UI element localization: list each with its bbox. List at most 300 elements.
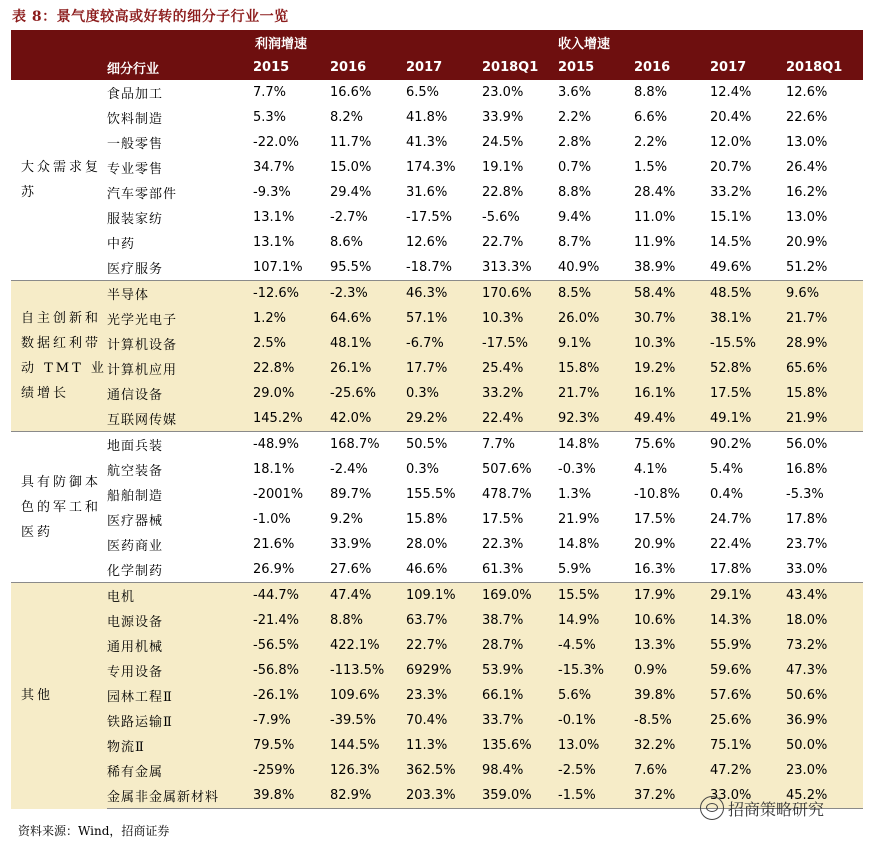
value-cell: 507.6% <box>482 457 558 482</box>
value-cell: 40.9% <box>558 255 634 281</box>
value-cell: 19.1% <box>482 155 558 180</box>
value-cell: 36.9% <box>786 708 863 733</box>
value-cell: 22.7% <box>406 633 482 658</box>
value-cell: 7.7% <box>482 432 558 458</box>
table-row <box>11 633 863 658</box>
value-cell: -2.5% <box>558 758 634 783</box>
value-cell: -259% <box>253 758 330 783</box>
value-cell: -17.5% <box>482 331 558 356</box>
value-cell: 29.0% <box>253 381 330 406</box>
value-cell: 70.4% <box>406 708 482 733</box>
value-cell: 362.5% <box>406 758 482 783</box>
year-header: 2018Q1 <box>482 55 558 80</box>
value-cell: 11.3% <box>406 733 482 758</box>
value-cell: 8.6% <box>330 230 406 255</box>
value-cell: 15.8% <box>558 356 634 381</box>
value-cell: 21.6% <box>253 532 330 557</box>
industry-name: 饮料制造 <box>107 105 253 130</box>
value-cell: 14.5% <box>710 230 786 255</box>
value-cell: 5.4% <box>710 457 786 482</box>
value-cell: -113.5% <box>330 658 406 683</box>
value-cell: 17.8% <box>710 557 786 583</box>
industry-name: 通用机械 <box>107 633 253 658</box>
value-cell: -56.8% <box>253 658 330 683</box>
value-cell: -0.1% <box>558 708 634 733</box>
value-cell: 57.1% <box>406 306 482 331</box>
value-cell: 10.3% <box>482 306 558 331</box>
group-label: 具有防御本色的军工和医药 <box>11 432 107 583</box>
value-cell: 155.5% <box>406 482 482 507</box>
value-cell: -1.0% <box>253 507 330 532</box>
value-cell: 3.6% <box>558 80 634 105</box>
value-cell: 9.1% <box>558 331 634 356</box>
value-cell: 21.9% <box>558 507 634 532</box>
value-cell: 5.3% <box>253 105 330 130</box>
value-cell: 20.7% <box>710 155 786 180</box>
value-cell: 145.2% <box>253 406 330 432</box>
table-row <box>11 583 863 609</box>
industry-name: 化学制药 <box>107 557 253 583</box>
industry-column-header: 细分行业 <box>107 62 160 77</box>
industry-name: 汽车零部件 <box>107 180 253 205</box>
value-cell: 73.2% <box>786 633 863 658</box>
value-cell: 107.1% <box>253 255 330 281</box>
value-cell: 8.7% <box>558 230 634 255</box>
year-header: 2016 <box>634 55 710 80</box>
value-cell: 22.3% <box>482 532 558 557</box>
table-row <box>11 507 863 532</box>
value-cell: -22.0% <box>253 130 330 155</box>
value-cell: 28.7% <box>482 633 558 658</box>
value-cell: 13.0% <box>558 733 634 758</box>
value-cell: 29.2% <box>406 406 482 432</box>
table-row <box>11 557 863 583</box>
value-cell: 4.1% <box>634 457 710 482</box>
value-cell: 21.7% <box>558 381 634 406</box>
table-title: 表 8：景气度较高或好转的细分子行业一览 <box>12 9 289 25</box>
value-cell: 39.8% <box>634 683 710 708</box>
value-cell: 25.4% <box>482 356 558 381</box>
value-cell: 41.3% <box>406 130 482 155</box>
industry-name: 中药 <box>107 230 253 255</box>
value-cell: 16.8% <box>786 457 863 482</box>
value-cell: 17.9% <box>634 583 710 609</box>
group-label: 其他 <box>11 583 107 809</box>
source-note: 资料来源：Wind，招商证券 <box>18 824 170 838</box>
table-row <box>11 205 863 230</box>
value-cell: 38.7% <box>482 608 558 633</box>
value-cell: 0.9% <box>634 658 710 683</box>
value-cell: 24.7% <box>710 507 786 532</box>
value-cell: 17.5% <box>482 507 558 532</box>
value-cell: 75.1% <box>710 733 786 758</box>
value-cell: 46.6% <box>406 557 482 583</box>
value-cell: 10.3% <box>634 331 710 356</box>
year-header: 2017 <box>406 55 482 80</box>
value-cell: -15.3% <box>558 658 634 683</box>
value-cell: 29.1% <box>710 583 786 609</box>
value-cell: 58.4% <box>634 281 710 307</box>
industry-name: 物流Ⅱ <box>107 733 253 758</box>
value-cell: -26.1% <box>253 683 330 708</box>
value-cell: 13.3% <box>634 633 710 658</box>
value-cell: 22.8% <box>482 180 558 205</box>
value-cell: 33.0% <box>710 783 786 809</box>
value-cell: 1.3% <box>558 482 634 507</box>
value-cell: 52.8% <box>710 356 786 381</box>
value-cell: 33.9% <box>482 105 558 130</box>
header-row-groups <box>11 30 863 55</box>
table-row <box>11 658 863 683</box>
industry-name: 船舶制造 <box>107 482 253 507</box>
value-cell: 8.5% <box>558 281 634 307</box>
year-header: 2018Q1 <box>786 55 863 80</box>
value-cell: 66.1% <box>482 683 558 708</box>
value-cell: 16.6% <box>330 80 406 105</box>
table-row <box>11 381 863 406</box>
value-cell: 8.8% <box>330 608 406 633</box>
value-cell: -12.6% <box>253 281 330 307</box>
profit-growth-header: 利润增速 <box>255 37 308 52</box>
value-cell: 7.7% <box>253 80 330 105</box>
value-cell: -7.9% <box>253 708 330 733</box>
value-cell: 16.3% <box>634 557 710 583</box>
value-cell: 82.9% <box>330 783 406 809</box>
value-cell: -2001% <box>253 482 330 507</box>
value-cell: -0.3% <box>558 457 634 482</box>
industry-name: 服装家纺 <box>107 205 253 230</box>
header-row-years <box>11 55 863 80</box>
table-row <box>11 130 863 155</box>
value-cell: 144.5% <box>330 733 406 758</box>
value-cell: 49.6% <box>710 255 786 281</box>
table-row <box>11 608 863 633</box>
value-cell: -4.5% <box>558 633 634 658</box>
value-cell: 33.2% <box>710 180 786 205</box>
industry-name: 金属非金属新材料 <box>107 783 253 809</box>
value-cell: 135.6% <box>482 733 558 758</box>
value-cell: -39.5% <box>330 708 406 733</box>
value-cell: -17.5% <box>406 205 482 230</box>
value-cell: -5.3% <box>786 482 863 507</box>
table-row <box>11 255 863 281</box>
value-cell: 75.6% <box>634 432 710 458</box>
industry-name: 园林工程Ⅱ <box>107 683 253 708</box>
industry-name: 计算机设备 <box>107 331 253 356</box>
year-header: 2016 <box>330 55 406 80</box>
value-cell: 21.7% <box>786 306 863 331</box>
table-row <box>11 80 863 105</box>
value-cell: 422.1% <box>330 633 406 658</box>
group-label: 自主创新和数据红利带动 TMT 业绩增长 <box>11 281 107 432</box>
value-cell: 17.5% <box>710 381 786 406</box>
value-cell: 13.1% <box>253 230 330 255</box>
value-cell: 15.8% <box>406 507 482 532</box>
value-cell: 51.2% <box>786 255 863 281</box>
value-cell: 170.6% <box>482 281 558 307</box>
value-cell: 26.9% <box>253 557 330 583</box>
value-cell: -15.5% <box>710 331 786 356</box>
value-cell: 64.6% <box>330 306 406 331</box>
value-cell: 126.3% <box>330 758 406 783</box>
value-cell: 6929% <box>406 658 482 683</box>
value-cell: 174.3% <box>406 155 482 180</box>
value-cell: 55.9% <box>710 633 786 658</box>
value-cell: 10.6% <box>634 608 710 633</box>
table-row <box>11 331 863 356</box>
value-cell: 13.0% <box>786 205 863 230</box>
value-cell: 15.1% <box>710 205 786 230</box>
value-cell: 65.6% <box>786 356 863 381</box>
table-row <box>11 105 863 130</box>
value-cell: 43.4% <box>786 583 863 609</box>
value-cell: 203.3% <box>406 783 482 809</box>
value-cell: -2.3% <box>330 281 406 307</box>
value-cell: -5.6% <box>482 205 558 230</box>
value-cell: 23.3% <box>406 683 482 708</box>
year-header: 2015 <box>253 55 330 80</box>
value-cell: 26.4% <box>786 155 863 180</box>
value-cell: 33.0% <box>786 557 863 583</box>
industry-table <box>11 30 863 809</box>
value-cell: 11.7% <box>330 130 406 155</box>
value-cell: 11.9% <box>634 230 710 255</box>
industry-name: 互联网传媒 <box>107 406 253 432</box>
value-cell: 47.3% <box>786 658 863 683</box>
value-cell: 34.7% <box>253 155 330 180</box>
value-cell: 56.0% <box>786 432 863 458</box>
industry-name: 医疗服务 <box>107 255 253 281</box>
value-cell: 8.8% <box>558 180 634 205</box>
value-cell: 29.4% <box>330 180 406 205</box>
wechat-icon <box>700 796 724 820</box>
value-cell: 33.9% <box>330 532 406 557</box>
industry-name: 电机 <box>107 583 253 609</box>
industry-name: 航空装备 <box>107 457 253 482</box>
value-cell: 22.7% <box>482 230 558 255</box>
value-cell: 61.3% <box>482 557 558 583</box>
value-cell: -10.8% <box>634 482 710 507</box>
industry-name: 医药商业 <box>107 532 253 557</box>
table-row <box>11 155 863 180</box>
value-cell: 0.7% <box>558 155 634 180</box>
value-cell: 22.4% <box>710 532 786 557</box>
revenue-growth-header: 收入增速 <box>558 37 611 52</box>
value-cell: 109.6% <box>330 683 406 708</box>
table-row <box>11 356 863 381</box>
value-cell: 21.9% <box>786 406 863 432</box>
value-cell: 23.0% <box>786 758 863 783</box>
industry-name: 一般零售 <box>107 130 253 155</box>
value-cell: 27.6% <box>330 557 406 583</box>
industry-name: 医疗器械 <box>107 507 253 532</box>
value-cell: 14.8% <box>558 532 634 557</box>
table-row <box>11 482 863 507</box>
industry-name: 通信设备 <box>107 381 253 406</box>
value-cell: -48.9% <box>253 432 330 458</box>
industry-name: 地面兵装 <box>107 432 253 458</box>
value-cell: 90.2% <box>710 432 786 458</box>
industry-name: 专用设备 <box>107 658 253 683</box>
year-header: 2015 <box>558 55 634 80</box>
value-cell: 9.4% <box>558 205 634 230</box>
value-cell: 57.6% <box>710 683 786 708</box>
value-cell: 13.0% <box>786 130 863 155</box>
value-cell: 168.7% <box>330 432 406 458</box>
value-cell: 20.9% <box>786 230 863 255</box>
value-cell: 79.5% <box>253 733 330 758</box>
value-cell: 5.9% <box>558 557 634 583</box>
value-cell: 8.2% <box>330 105 406 130</box>
value-cell: 49.1% <box>710 406 786 432</box>
value-cell: 7.6% <box>634 758 710 783</box>
value-cell: 37.2% <box>634 783 710 809</box>
value-cell: -25.6% <box>330 381 406 406</box>
value-cell: -18.7% <box>406 255 482 281</box>
value-cell: 47.2% <box>710 758 786 783</box>
value-cell: 48.5% <box>710 281 786 307</box>
value-cell: 30.7% <box>634 306 710 331</box>
industry-name: 电源设备 <box>107 608 253 633</box>
value-cell: 26.0% <box>558 306 634 331</box>
value-cell: 50.0% <box>786 733 863 758</box>
value-cell: 50.6% <box>786 683 863 708</box>
table-row <box>11 708 863 733</box>
industry-name: 光学光电子 <box>107 306 253 331</box>
value-cell: 38.9% <box>634 255 710 281</box>
table-row <box>11 230 863 255</box>
value-cell: 14.3% <box>710 608 786 633</box>
value-cell: -2.4% <box>330 457 406 482</box>
value-cell: 24.5% <box>482 130 558 155</box>
value-cell: -1.5% <box>558 783 634 809</box>
value-cell: 1.5% <box>634 155 710 180</box>
value-cell: 16.1% <box>634 381 710 406</box>
value-cell: 28.4% <box>634 180 710 205</box>
value-cell: 53.9% <box>482 658 558 683</box>
industry-name: 食品加工 <box>107 80 253 105</box>
industry-name: 稀有金属 <box>107 758 253 783</box>
value-cell: 2.2% <box>634 130 710 155</box>
value-cell: 16.2% <box>786 180 863 205</box>
value-cell: 23.7% <box>786 532 863 557</box>
industry-name: 铁路运输Ⅱ <box>107 708 253 733</box>
value-cell: -6.7% <box>406 331 482 356</box>
value-cell: 59.6% <box>710 658 786 683</box>
value-cell: -9.3% <box>253 180 330 205</box>
value-cell: -8.5% <box>634 708 710 733</box>
table-row <box>11 432 863 458</box>
value-cell: 38.1% <box>710 306 786 331</box>
industry-name: 半导体 <box>107 281 253 307</box>
value-cell: 45.2% <box>786 783 863 809</box>
value-cell: 92.3% <box>558 406 634 432</box>
value-cell: 32.2% <box>634 733 710 758</box>
value-cell: 9.6% <box>786 281 863 307</box>
value-cell: 18.0% <box>786 608 863 633</box>
value-cell: 28.9% <box>786 331 863 356</box>
industry-name: 计算机应用 <box>107 356 253 381</box>
watermark-text: 招商策略研究 <box>728 799 825 819</box>
value-cell: 31.6% <box>406 180 482 205</box>
value-cell: 48.1% <box>330 331 406 356</box>
value-cell: -56.5% <box>253 633 330 658</box>
group-label: 大众需求复苏 <box>11 80 107 281</box>
value-cell: 13.1% <box>253 205 330 230</box>
value-cell: 47.4% <box>330 583 406 609</box>
value-cell: 12.4% <box>710 80 786 105</box>
value-cell: 20.4% <box>710 105 786 130</box>
value-cell: 11.0% <box>634 205 710 230</box>
industry-name: 专业零售 <box>107 155 253 180</box>
value-cell: 2.5% <box>253 331 330 356</box>
value-cell: 8.8% <box>634 80 710 105</box>
value-cell: 18.1% <box>253 457 330 482</box>
table-row <box>11 758 863 783</box>
value-cell: 109.1% <box>406 583 482 609</box>
value-cell: 359.0% <box>482 783 558 809</box>
value-cell: 12.6% <box>786 80 863 105</box>
year-header: 2017 <box>710 55 786 80</box>
value-cell: 15.5% <box>558 583 634 609</box>
value-cell: 6.6% <box>634 105 710 130</box>
value-cell: 17.7% <box>406 356 482 381</box>
value-cell: 25.6% <box>710 708 786 733</box>
table-row <box>11 532 863 557</box>
table-row <box>11 281 863 307</box>
value-cell: 15.8% <box>786 381 863 406</box>
value-cell: 50.5% <box>406 432 482 458</box>
value-cell: 17.8% <box>786 507 863 532</box>
value-cell: 12.6% <box>406 230 482 255</box>
value-cell: -2.7% <box>330 205 406 230</box>
value-cell: 46.3% <box>406 281 482 307</box>
value-cell: 22.4% <box>482 406 558 432</box>
value-cell: 33.7% <box>482 708 558 733</box>
value-cell: 12.0% <box>710 130 786 155</box>
value-cell: 1.2% <box>253 306 330 331</box>
value-cell: 17.5% <box>634 507 710 532</box>
value-cell: 39.8% <box>253 783 330 809</box>
value-cell: 22.6% <box>786 105 863 130</box>
value-cell: 0.4% <box>710 482 786 507</box>
value-cell: 9.2% <box>330 507 406 532</box>
value-cell: 98.4% <box>482 758 558 783</box>
value-cell: 0.3% <box>406 381 482 406</box>
value-cell: 169.0% <box>482 583 558 609</box>
value-cell: 26.1% <box>330 356 406 381</box>
value-cell: 41.8% <box>406 105 482 130</box>
value-cell: 23.0% <box>482 80 558 105</box>
table-row <box>11 306 863 331</box>
value-cell: -21.4% <box>253 608 330 633</box>
value-cell: 6.5% <box>406 80 482 105</box>
value-cell: 19.2% <box>634 356 710 381</box>
value-cell: 2.2% <box>558 105 634 130</box>
value-cell: 20.9% <box>634 532 710 557</box>
watermark <box>700 796 824 820</box>
value-cell: 49.4% <box>634 406 710 432</box>
table-row <box>11 733 863 758</box>
table-row <box>11 406 863 432</box>
value-cell: 22.8% <box>253 356 330 381</box>
value-cell: 95.5% <box>330 255 406 281</box>
value-cell: 33.2% <box>482 381 558 406</box>
table-row <box>11 457 863 482</box>
value-cell: 63.7% <box>406 608 482 633</box>
table-row <box>11 180 863 205</box>
value-cell: 28.0% <box>406 532 482 557</box>
